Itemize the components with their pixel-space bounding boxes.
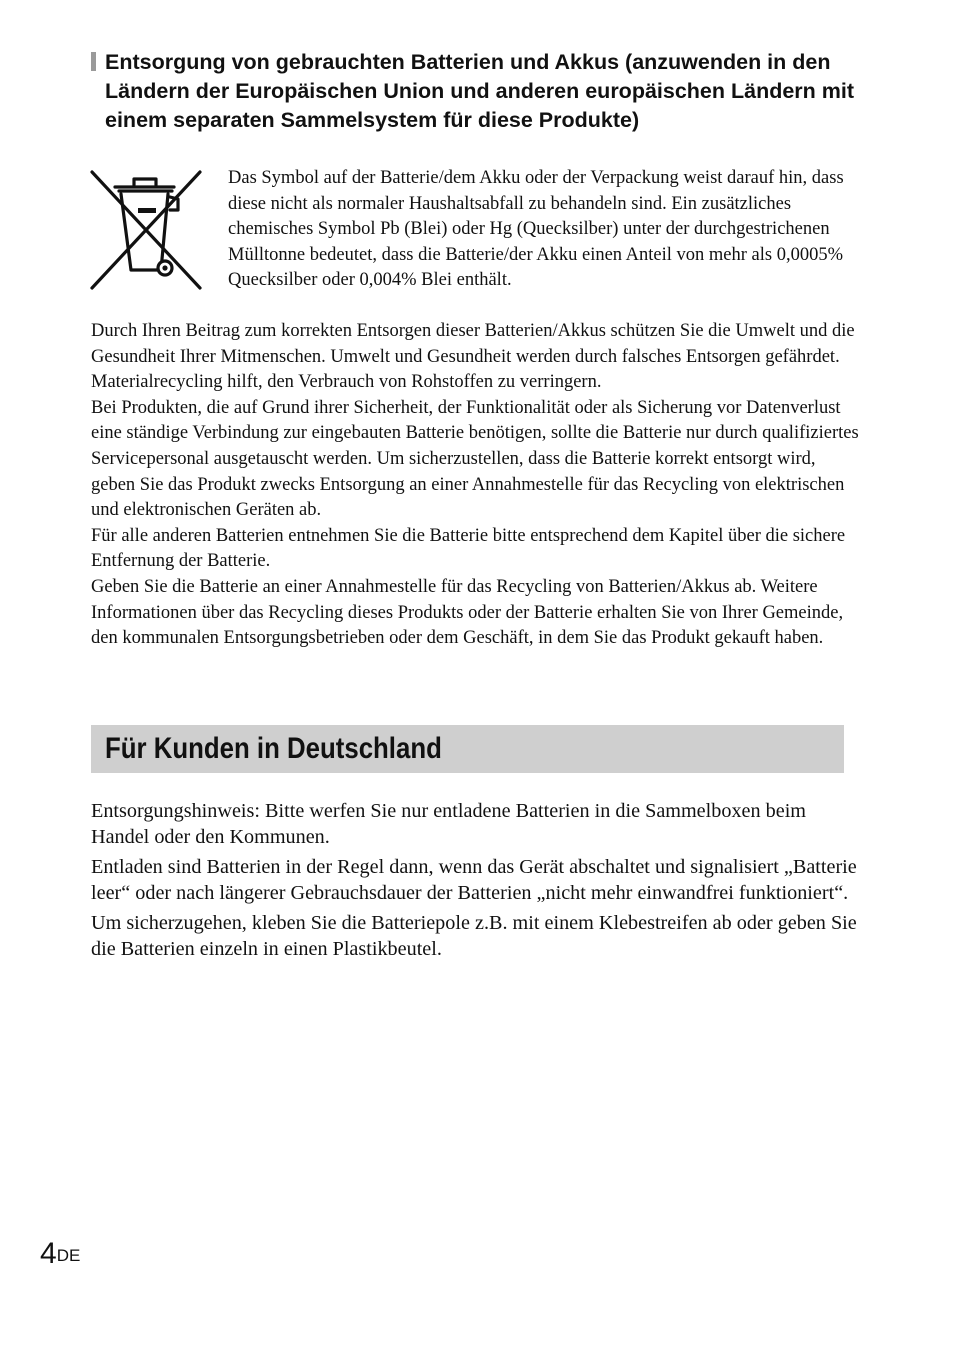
heading-marker [91, 52, 96, 71]
page-language-suffix: DE [56, 1246, 81, 1265]
crossed-out-wheelie-bin-icon [90, 170, 202, 290]
section-title: Für Kunden in Deutschland [105, 732, 442, 765]
section-heading: Entsorgung von gebrauchten Batterien und Akkus (anzuwenden in den Ländern der Europäischen Union und anderen europäischen Ländern mit einem separaten Sammelsystem für diese Produkte) [105, 50, 855, 132]
disposal-body [91, 319, 861, 652]
paragraph: Um sicherzugehen, kleben Sie die Batteriepole z.B. mit einem Klebestreifen ab oder geben Sie die Batterien einzeln in einen Plastikbeutel. [91, 912, 857, 960]
paragraph: Bei Produkten, die auf Grund ihrer Sicherheit, der Funktionalität oder als Sicherung vor Datenverlust eine ständige Verbindung zur eingebauten Batterie benötigen, sollte die Batterie nur durch qualifiziertes Servicepersonal ausgetauscht werden. Um sicherzustellen, dass die Batterie korrekt entsorgt wird, geben Sie das Produkt zwecks Entsorgung an einer Annahmestelle für das Recycling von elektrischen und elektronischen Geräten ab. [91, 397, 859, 521]
section-title-band [91, 725, 844, 773]
paragraph: Für alle anderen Batterien entnehmen Sie die Batterie bitte entsprechend dem Kapitel über die sichere Entfernung der Batterie. [91, 525, 846, 572]
paragraph: Entladen sind Batterien in der Regel dann, wenn das Gerät abschaltet und signalisiert „Batterie leer“ oder nach längerer Gebrauchsdauer der Batterien „nicht mehr einwandfrei funktioniert“. [91, 856, 857, 904]
paragraph: Entsorgungshinweis: Bitte werfen Sie nur entladene Batterien in die Sammelboxen beim Handel oder den Kommunen. [91, 800, 806, 848]
paragraph: Durch Ihren Beitrag zum korrekten Entsorgen dieser Batterien/Akkus schützen Sie die Umwelt und die Gesundheit Ihrer Mitmenschen. Umwelt und Gesundheit werden durch falsches Entsorgen gefährdet. Materialrecycling hilft, den Verbrauch von Rohstoffen zu verringern. [91, 321, 855, 393]
customer-body [91, 798, 861, 966]
paragraph: Geben Sie die Batterie an einer Annahmestelle für das Recycling von Batterien/Akkus ab. Weitere Informationen über das Recycling dieses Produkts oder der Batterie erhalten Sie von Ihrer Gemeinde, den kommunalen Entsorgungsbetrieben oder dem Geschäft, in dem Sie das Produkt gekauft haben. [91, 576, 844, 649]
page-number-value: 4 [40, 1237, 57, 1270]
page-number [40, 1236, 80, 1272]
symbol-description: Das Symbol auf der Batterie/dem Akku oder der Verpackung weist darauf hin, dass diese nicht als normaler Haushaltsabfall zu behandeln sind. Ein zusätzliches chemisches Symbol Pb (Blei) oder Hg (Quecksilber) unter der durchgestrichenen Mülltonne bedeutet, dass die Batterie/der Akku einen Anteil von mehr als 0,0005% Quecksilber oder 0,004% Blei enthält. [228, 168, 844, 291]
